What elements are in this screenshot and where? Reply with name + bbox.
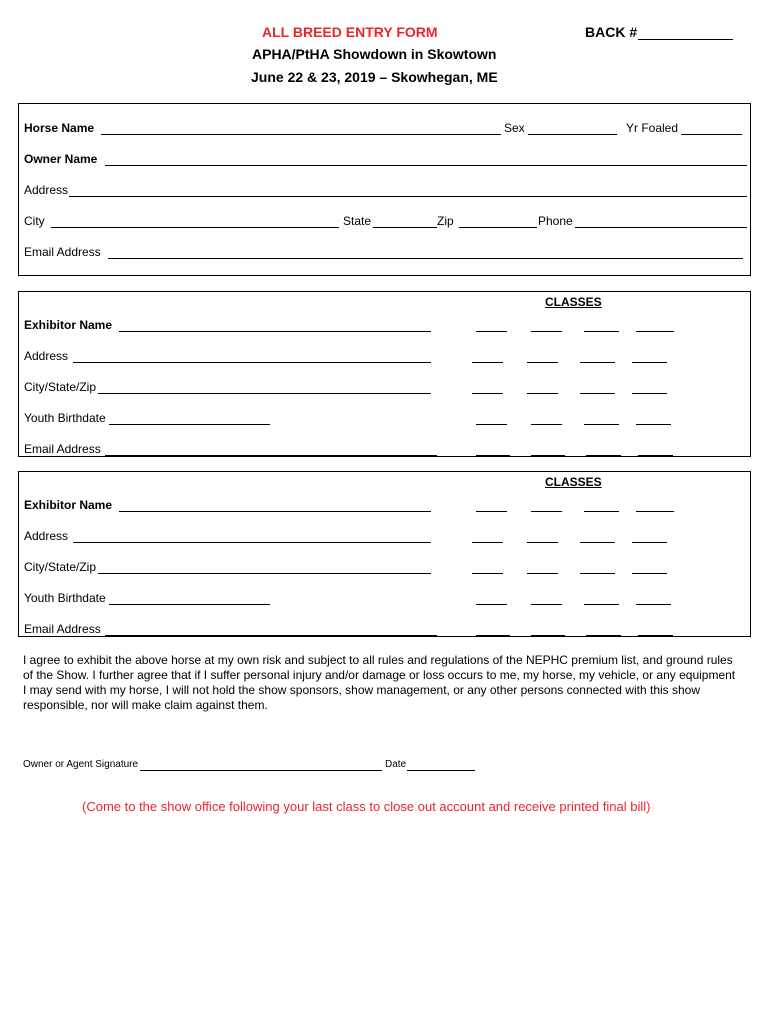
class-field[interactable]	[531, 319, 562, 332]
class-field[interactable]	[472, 350, 503, 363]
youth-birthdate-field[interactable]	[109, 592, 270, 605]
exhibitor-name-field[interactable]	[119, 499, 431, 512]
zip-label: Zip	[437, 214, 454, 228]
owner-signature-field[interactable]	[140, 759, 382, 771]
class-field[interactable]	[638, 623, 673, 636]
email-label: Email Address	[24, 245, 101, 259]
youth-birthdate-field[interactable]	[109, 412, 270, 425]
class-field[interactable]	[527, 530, 558, 543]
owner-name-label: Owner Name	[24, 152, 98, 166]
class-field[interactable]	[531, 499, 562, 512]
class-field[interactable]	[638, 443, 673, 456]
class-field[interactable]	[636, 412, 671, 425]
sex-label: Sex	[504, 121, 525, 135]
class-field[interactable]	[472, 381, 503, 394]
exhibitor-email-field[interactable]	[105, 443, 437, 456]
phone-field[interactable]	[575, 215, 747, 228]
zip-field[interactable]	[459, 215, 537, 228]
event-name: APHA/PtHA Showdown in Skowtown	[252, 46, 497, 62]
city-state-zip-label: City/State/Zip	[24, 560, 97, 574]
exhibitor-email-field[interactable]	[105, 623, 437, 636]
closeout-note: (Come to the show office following your last class to close out account and receive printed final bill)	[82, 799, 651, 814]
exhibitor-address-label: Address	[24, 349, 69, 363]
date-label: Date	[385, 759, 407, 770]
exhibitor-name-label: Exhibitor Name	[24, 318, 113, 332]
back-number-field[interactable]	[638, 25, 733, 40]
class-field[interactable]	[476, 499, 507, 512]
class-field[interactable]	[586, 443, 621, 456]
class-field[interactable]	[580, 381, 615, 394]
class-field[interactable]	[632, 530, 667, 543]
classes-heading: CLASSES	[545, 475, 602, 489]
class-field[interactable]	[476, 623, 510, 636]
class-field[interactable]	[472, 530, 503, 543]
exhibitor-email-label: Email Address	[24, 442, 101, 456]
class-field[interactable]	[476, 412, 507, 425]
owner-signature-label: Owner or Agent Signature	[23, 759, 139, 770]
city-state-zip-label: City/State/Zip	[24, 380, 97, 394]
class-field[interactable]	[531, 592, 562, 605]
horse-owner-section	[18, 103, 751, 276]
class-field[interactable]	[580, 530, 615, 543]
classes-heading: CLASSES	[545, 295, 602, 309]
exhibitor-name-label: Exhibitor Name	[24, 498, 113, 512]
class-field[interactable]	[586, 623, 621, 636]
exhibitor-section-2	[18, 471, 751, 637]
class-field[interactable]	[531, 412, 562, 425]
class-field[interactable]	[636, 319, 674, 332]
city-state-zip-field[interactable]	[98, 381, 431, 394]
class-field[interactable]	[527, 561, 558, 574]
class-field[interactable]	[580, 350, 615, 363]
class-field[interactable]	[584, 592, 619, 605]
exhibitor-section-1	[18, 291, 751, 457]
youth-birthdate-label: Youth Birthdate	[24, 591, 106, 605]
event-dates: June 22 & 23, 2019 – Skowhegan, ME	[251, 69, 498, 85]
exhibitor-email-label: Email Address	[24, 622, 101, 636]
class-field[interactable]	[636, 499, 674, 512]
date-field[interactable]	[407, 759, 475, 771]
class-field[interactable]	[531, 443, 565, 456]
address-field[interactable]	[69, 184, 747, 197]
horse-name-label: Horse Name	[24, 121, 95, 135]
address-label: Address	[24, 183, 69, 197]
email-field[interactable]	[108, 246, 743, 259]
class-field[interactable]	[580, 561, 615, 574]
city-field[interactable]	[51, 215, 339, 228]
horse-name-field[interactable]	[101, 122, 501, 135]
class-field[interactable]	[584, 412, 619, 425]
back-number-label: BACK #	[585, 24, 638, 40]
exhibitor-name-field[interactable]	[119, 319, 431, 332]
class-field[interactable]	[632, 350, 667, 363]
yr-foaled-field[interactable]	[681, 122, 742, 135]
exhibitor-address-field[interactable]	[73, 530, 431, 543]
class-field[interactable]	[476, 319, 507, 332]
exhibitor-address-label: Address	[24, 529, 69, 543]
city-state-zip-field[interactable]	[98, 561, 431, 574]
yr-foaled-label: Yr Foaled	[626, 121, 679, 135]
state-field[interactable]	[373, 215, 437, 228]
phone-label: Phone	[538, 214, 573, 228]
class-field[interactable]	[472, 561, 503, 574]
class-field[interactable]	[527, 350, 558, 363]
class-field[interactable]	[636, 592, 671, 605]
city-label: City	[24, 214, 45, 228]
youth-birthdate-label: Youth Birthdate	[24, 411, 106, 425]
class-field[interactable]	[632, 381, 667, 394]
class-field[interactable]	[632, 561, 667, 574]
form-title: ALL BREED ENTRY FORM	[262, 24, 438, 40]
class-field[interactable]	[531, 623, 565, 636]
agreement-text: I agree to exhibit the above horse at my own risk and subject to all rules and regulations of the NEPHC premium list, and ground rules of the Show. I further agree that if I suffer personal injury and/or damage or loss occurs to me, my horse, my vehicle, or any equipment I may send with my horse, I will not hold the show sponsors, show management, or any other persons connected with this show responsible, nor will make claim against them.	[23, 653, 736, 712]
state-label: State	[343, 214, 372, 228]
class-field[interactable]	[527, 381, 558, 394]
class-field[interactable]	[476, 592, 507, 605]
class-field[interactable]	[476, 443, 510, 456]
class-field[interactable]	[584, 499, 619, 512]
owner-name-field[interactable]	[105, 153, 747, 166]
class-field[interactable]	[584, 319, 619, 332]
sex-field[interactable]	[528, 122, 617, 135]
exhibitor-address-field[interactable]	[73, 350, 431, 363]
